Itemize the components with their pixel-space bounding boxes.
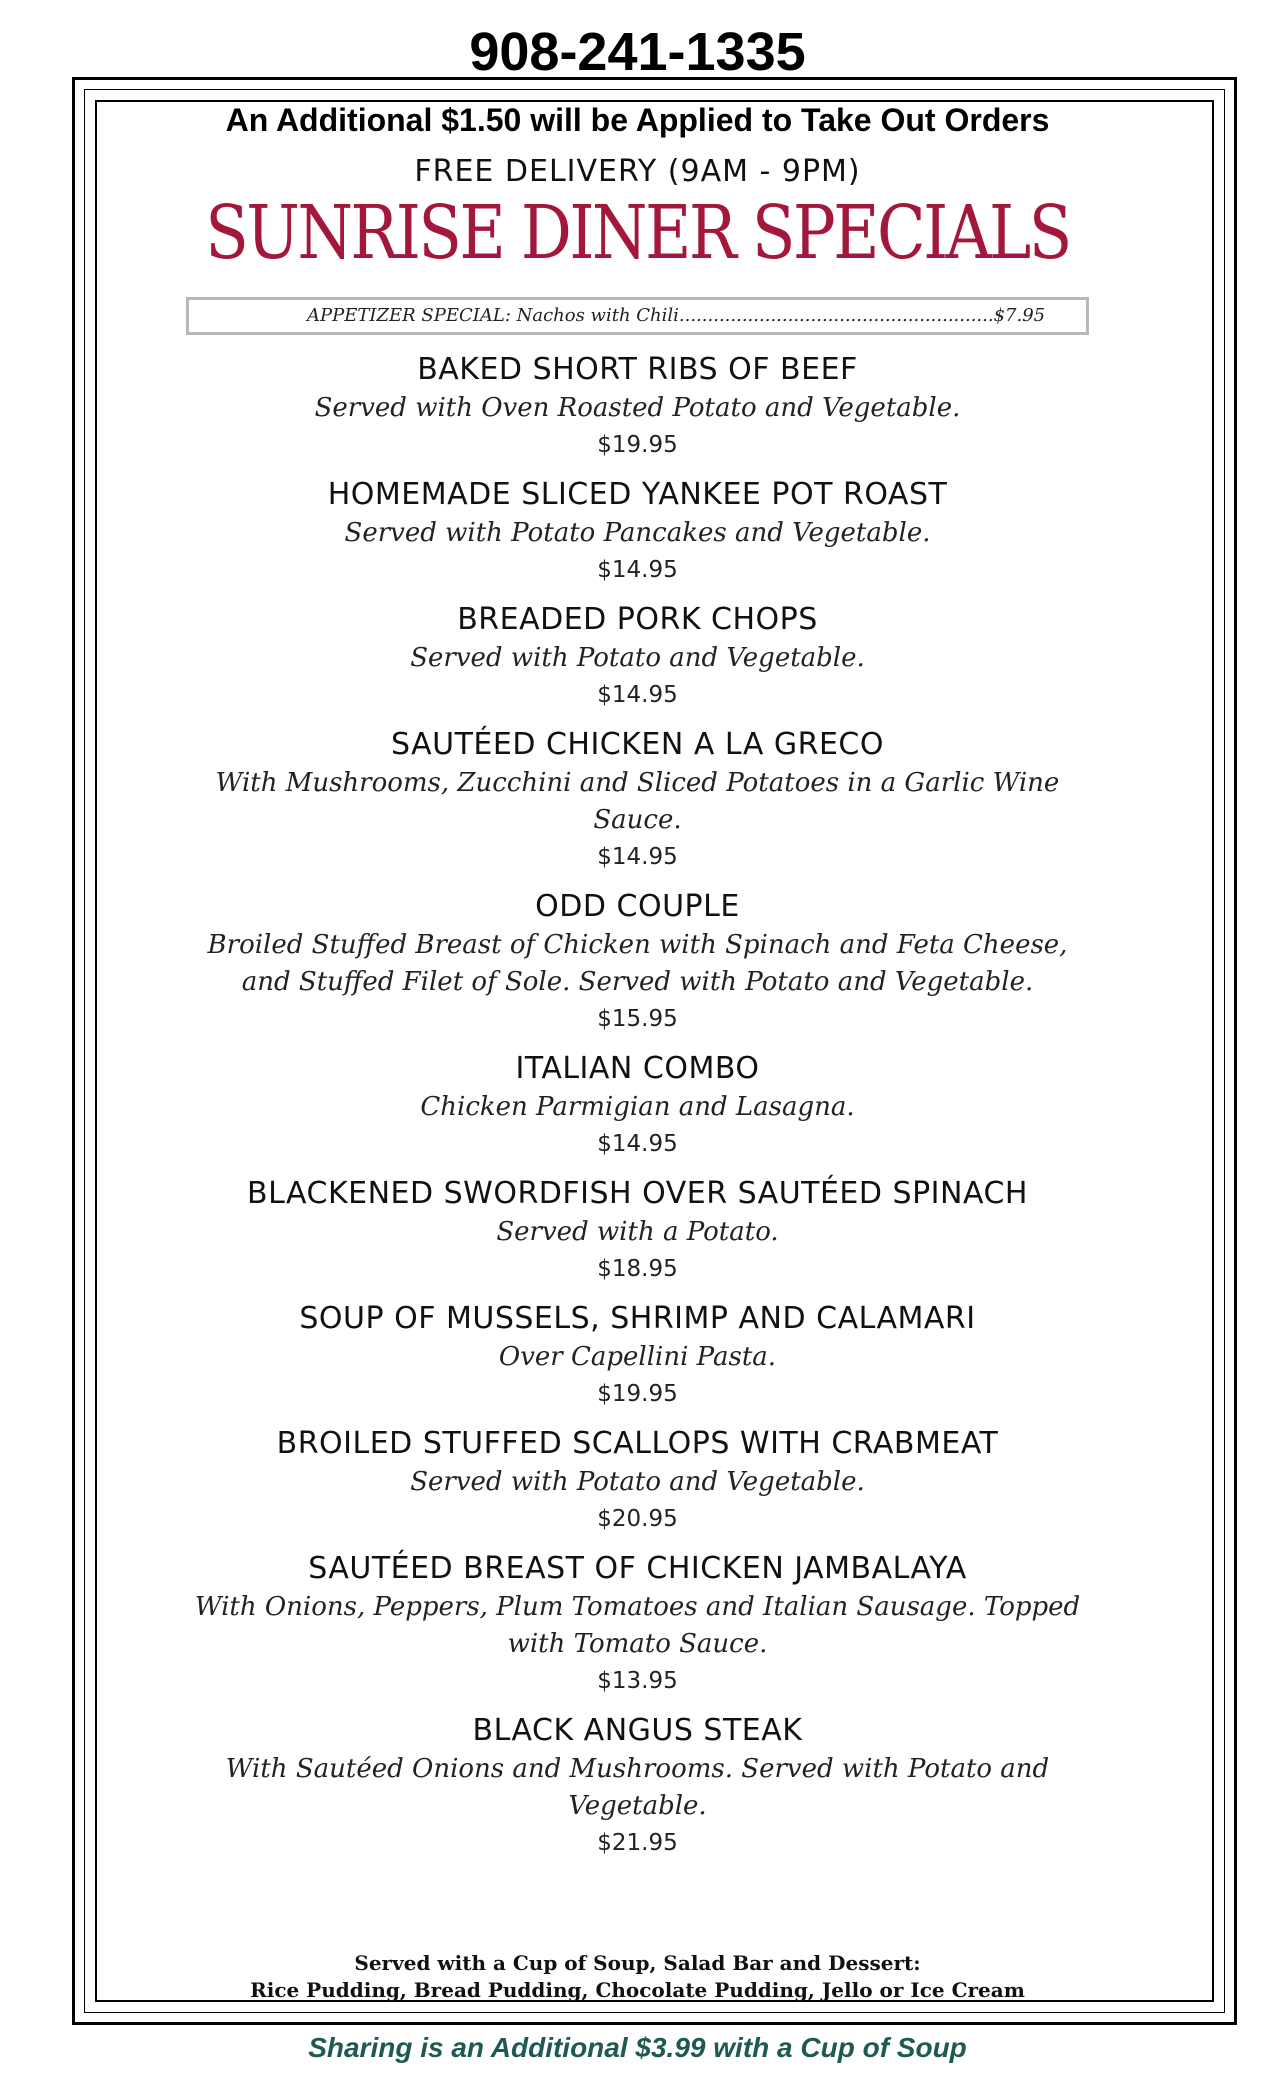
item-price: $13.95	[597, 1668, 678, 1694]
menu-item	[188, 1049, 1088, 1174]
item-description: Served with Potato Pancakes and Vegetable.	[344, 518, 931, 548]
menu-item	[188, 725, 1088, 887]
served-with-note	[0, 1950, 1275, 2004]
item-name: BLACK ANGUS STEAK	[472, 1713, 803, 1748]
item-price: $14.95	[597, 557, 678, 583]
item-name: ODD COUPLE	[535, 889, 740, 924]
item-name: HOMEMADE SLICED YANKEE POT ROAST	[327, 477, 948, 512]
appetizer-special-box: APPETIZER SPECIAL: Nachos with Chili.......................................................$7.95	[186, 297, 1089, 335]
menu-item	[188, 1299, 1088, 1424]
menu-item	[188, 1174, 1088, 1299]
item-description: With Onions, Peppers, Plum Tomatoes and Italian Sausage. Topped with Tomato Sauce.	[194, 1592, 1081, 1659]
item-name: BROILED STUFFED SCALLOPS WITH CRABMEAT	[276, 1426, 999, 1461]
item-price: $19.95	[597, 1381, 678, 1407]
item-name: SAUTÉED BREAST OF CHICKEN JAMBALAYA	[308, 1551, 967, 1586]
menu-title: SUNRISE DINER SPECIALS	[205, 190, 1070, 276]
menu-item	[188, 1424, 1088, 1549]
item-description: Served with Potato and Vegetable.	[410, 1467, 865, 1497]
item-price: $14.95	[597, 1131, 678, 1157]
item-price: $18.95	[597, 1256, 678, 1282]
delivery-hours: FREE DELIVERY (9AM - 9PM)	[414, 154, 861, 189]
item-name: ITALIAN COMBO	[515, 1051, 760, 1086]
specials-list	[0, 350, 1275, 1873]
item-name: SAUTÉED CHICKEN A LA GRECO	[391, 727, 884, 762]
item-price: $21.95	[597, 1830, 678, 1856]
menu-item	[188, 1711, 1088, 1873]
takeout-notice	[0, 96, 1275, 144]
item-description: Broiled Stuffed Breast of Chicken with Spinach and Feta Cheese, and Stuffed Filet of Sole. Served with Potato and Vegetable.	[207, 930, 1068, 997]
item-description: Served with Oven Roasted Potato and Vegetable.	[314, 393, 961, 423]
item-description: With Sautéed Onions and Mushrooms. Served with Potato and Vegetable.	[225, 1754, 1050, 1821]
item-price: $19.95	[597, 432, 678, 458]
menu-item	[188, 350, 1088, 475]
served-with-line: Served with a Cup of Soup, Salad Bar and Dessert:	[354, 1951, 921, 1975]
menu-item	[188, 600, 1088, 725]
item-description: Over Capellini Pasta.	[498, 1342, 777, 1372]
item-name: BREADED PORK CHOPS	[457, 602, 818, 637]
takeout-notice-text: An Additional $1.50 will be Applied to Take Out Orders	[208, 102, 1068, 138]
menu-item	[188, 887, 1088, 1049]
item-price: $14.95	[597, 682, 678, 708]
item-price: $14.95	[597, 844, 678, 870]
sharing-charge-note: Sharing is an Additional $3.99 with a Cup of Soup	[308, 2032, 967, 2063]
item-description: Chicken Parmigian and Lasagna.	[420, 1092, 855, 1122]
menu-item	[188, 475, 1088, 600]
phone-number: 908-241-1335	[469, 22, 806, 82]
item-name: BLACKENED SWORDFISH OVER SAUTÉED SPINACH	[247, 1176, 1028, 1211]
item-price: $20.95	[597, 1506, 678, 1532]
menu-item	[188, 1549, 1088, 1711]
item-price: $15.95	[597, 1006, 678, 1032]
item-description: Served with Potato and Vegetable.	[410, 643, 865, 673]
dessert-options-line: Rice Pudding, Bread Pudding, Chocolate Pudding, Jello or Ice Cream	[250, 1978, 1025, 2002]
item-name: SOUP OF MUSSELS, SHRIMP AND CALAMARI	[299, 1301, 976, 1336]
item-description: With Mushrooms, Zucchini and Sliced Potatoes in a Garlic Wine Sauce.	[215, 768, 1060, 835]
item-description: Served with a Potato.	[496, 1217, 779, 1247]
item-name: BAKED SHORT RIBS OF BEEF	[417, 352, 858, 387]
